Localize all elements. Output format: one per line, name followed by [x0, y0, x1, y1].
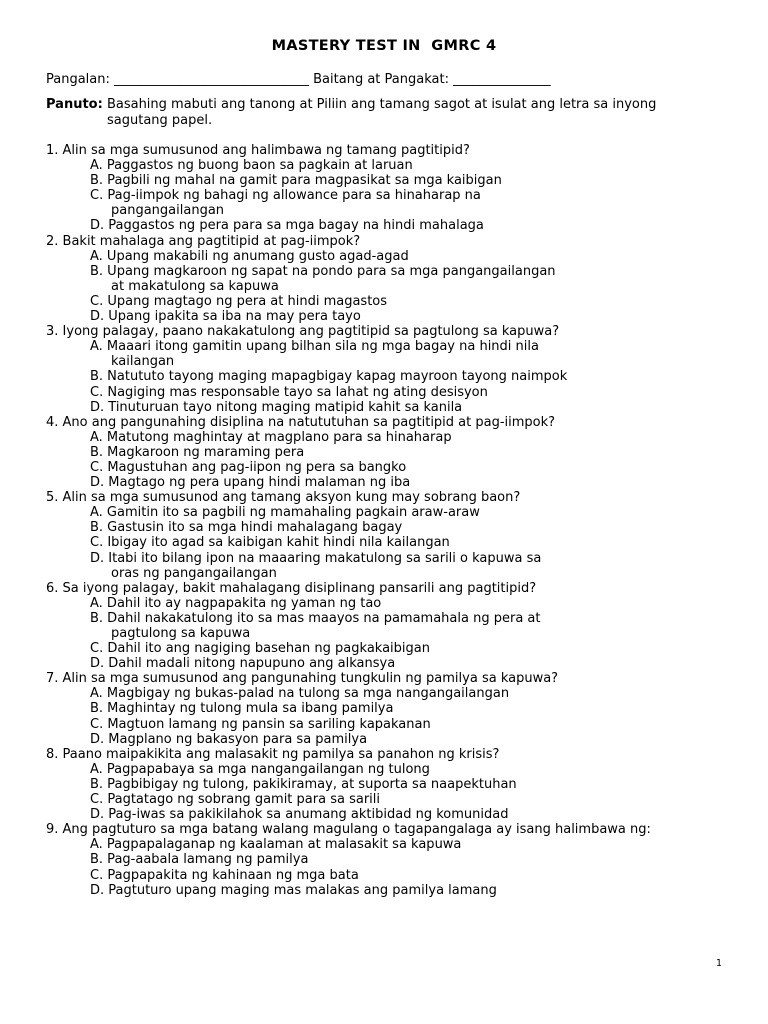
answer-option-text: D. Pag-iwas sa pakikilahok sa anumang aktibidad ng komunidad [90, 807, 509, 823]
answer-option-text: A. Paggastos ng buong baon sa pagkain at laruan [90, 158, 413, 174]
answer-option [46, 641, 736, 656]
answer-option-continuation: kailangan [111, 354, 175, 370]
answer-option [46, 792, 736, 807]
question-item [46, 143, 736, 234]
answer-option-text: A. Pagpapalaganap ng kaalaman at malasakit sa kapuwa [90, 837, 462, 853]
question-text: 2. Bakit mahalaga ang pagtitipid at pag-iimpok? [46, 233, 361, 249]
answer-option-text: B. Pagbili ng mahal na gamit para magpasikat sa mga kaibigan [90, 173, 502, 189]
directions-text-line2: sagutang papel. [107, 113, 213, 128]
answer-option [46, 158, 736, 173]
answer-option [46, 475, 736, 490]
answer-option [46, 807, 736, 822]
answer-option [46, 218, 736, 233]
answer-option-text: D. Pagtuturo upang maging mas malakas ang pamilya lamang [90, 882, 497, 898]
answer-option [46, 656, 736, 671]
answer-option-text: A. Upang makabili ng anumang gusto agad-agad [90, 248, 409, 264]
question-text: 3. Iyong palagay, paano nakakatulong ang pagtitipid sa pagtulong sa kapuwa? [46, 324, 560, 340]
answer-option-text: C. Nagiging mas responsable tayo sa lahat ng ating desisyon [90, 384, 488, 400]
answer-option [46, 868, 736, 883]
answer-option-text: D. Itabi ito bilang ipon na maaaring makatulong sa sarili o kapuwa sa [90, 550, 542, 566]
answer-option [46, 535, 736, 550]
answer-option-text: B. Maghintay ng tulong mula sa ibang pamilya [90, 701, 394, 717]
answer-option-text: B. Magkaroon ng maraming pera [90, 444, 305, 460]
answer-option [46, 883, 736, 898]
answer-option-text: A. Gamitin ito sa pagbili ng mamahaling pagkain araw-araw [90, 505, 480, 521]
answer-option-text: B. Dahil nakakatulong ito sa mas maayos na pamamahala ng pera at [90, 610, 541, 626]
answer-option [46, 173, 736, 188]
question-text: 7. Alin sa mga sumusunod ang pangunahing tungkulin ng pamilya sa kapuwa? [46, 671, 559, 687]
answer-option-text: D. Dahil madali nitong napupuno ang alkansya [90, 656, 396, 672]
question-item [46, 822, 736, 897]
answer-option-text: D. Tinuturuan tayo nitong maging matipid kahit sa kanila [90, 399, 463, 415]
answer-option-text: A. Pagpapabaya sa mga nangangailangan ng tulong [90, 761, 430, 777]
answer-option-text: C. Ibigay ito agad sa kaibigan kahit hindi nila kailangan [90, 535, 450, 551]
answer-option-continuation: at makatulong sa kapuwa [111, 278, 279, 294]
answer-option [46, 717, 736, 732]
answer-option [46, 430, 736, 445]
answer-option-text: C. Dahil ito ang nagiging basehan ng pagkakaibigan [90, 641, 430, 657]
directions-text-line1: Basahing mabuti ang tanong at Piliin ang tamang sagot at isulat ang letra sa inyong [102, 97, 657, 112]
answer-option [46, 852, 736, 867]
question-item [46, 671, 736, 746]
answer-option [46, 596, 736, 611]
answer-option [46, 339, 736, 369]
answer-option-text: C. Pagtatago ng sobrang gamit para sa sarili [90, 792, 380, 808]
question-item [46, 581, 736, 672]
question-text: 4. Ano ang pangunahing disiplina na natututuhan sa pagtitipid at pag-iimpok? [46, 414, 556, 430]
answer-option [46, 732, 736, 747]
answer-option-text: B. Natututo tayong maging mapagbigay kapag mayroon tayong naimpok [90, 369, 568, 385]
answer-option-text: B. Pag-aabala lamang ng pamilya [90, 852, 309, 868]
answer-option-text: D. Upang ipakita sa iba na may pera tayo [90, 309, 361, 325]
answer-option [46, 701, 736, 716]
question-text: 5. Alin sa mga sumusunod ang tamang aksyon kung may sobrang baon? [46, 490, 521, 506]
answer-option [46, 249, 736, 264]
answer-option [46, 264, 736, 294]
question-list [46, 143, 736, 898]
answer-option-text: C. Magustuhan ang pag-iipon ng pera sa bangko [90, 459, 407, 475]
page-number: 1 [716, 958, 723, 969]
directions-label: Panuto: [46, 97, 103, 112]
answer-option-text: C. Upang magtago ng pera at hindi magastos [90, 293, 388, 309]
answer-option-continuation: oras ng pangangailangan [111, 565, 277, 581]
answer-option-text: D. Magtago ng pera upang hindi malaman ng iba [90, 475, 411, 491]
answer-option [46, 686, 736, 701]
answer-option-continuation: pagtulong sa kapuwa [111, 626, 251, 641]
answer-option [46, 505, 736, 520]
answer-option [46, 762, 736, 777]
question-text: 8. Paano maipakikita ang malasakit ng pamilya sa panahon ng krisis? [46, 746, 500, 762]
answer-option [46, 551, 736, 581]
question-item [46, 747, 736, 822]
answer-option [46, 777, 736, 792]
answer-option-text: C. Magtuon lamang ng pansin sa sariling kapakanan [90, 716, 431, 732]
answer-option-text: A. Magbigay ng bukas-palad na tulong sa mga nangangailangan [90, 686, 510, 702]
question-item [46, 234, 736, 325]
question-item [46, 324, 736, 415]
answer-option-text: C. Pag-iimpok ng bahagi ng allowance para sa hinaharap na [90, 188, 481, 204]
answer-option [46, 309, 736, 324]
answer-option-text: C. Pagpapakita ng kahinaan ng mga bata [90, 867, 359, 883]
answer-option-text: B. Upang magkaroon ng sapat na pondo para sa mga pangangailangan [90, 263, 556, 279]
answer-option-text: B. Gastusin ito sa mga hindi mahalagang bagay [90, 520, 403, 536]
answer-option-text: B. Pagbibigay ng tulong, pakikiramay, at suporta sa naapektuhan [90, 776, 517, 792]
answer-option [46, 188, 736, 218]
answer-option-text: A. Maaari itong gamitin upang bilhan sila ng mga bagay na hindi nila [90, 339, 539, 355]
question-text: 1. Alin sa mga sumusunod ang halimbawa ng tamang pagtitipid? [46, 143, 470, 158]
question-item [46, 490, 736, 581]
answer-option [46, 385, 736, 400]
answer-option [46, 837, 736, 852]
answer-option [46, 400, 736, 415]
answer-option [46, 294, 736, 309]
answer-option-text: A. Dahil ito ay nagpapakita ng yaman ng tao [90, 595, 382, 611]
answer-option [46, 460, 736, 475]
question-item [46, 415, 736, 490]
answer-option [46, 369, 736, 384]
page-title: MASTERY TEST IN GMRC 4 [271, 38, 497, 54]
answer-option [46, 520, 736, 535]
name-and-section-line: Pangalan: ______________________________ Baitang at Pangakat: _______________ [46, 72, 551, 87]
answer-option-text: A. Matutong maghintay at magplano para sa hinaharap [90, 429, 452, 445]
answer-option-text: D. Paggastos ng pera para sa mga bagay na hindi mahalaga [90, 218, 484, 234]
answer-option-continuation: pangangailangan [111, 203, 225, 219]
directions [46, 97, 706, 129]
answer-option [46, 611, 736, 641]
answer-option [46, 445, 736, 460]
answer-option-text: D. Magplano ng bakasyon para sa pamilya [90, 731, 368, 747]
question-text: 9. Ang pagtuturo sa mga batang walang magulang o tagapangalaga ay isang halimbawa ng: [46, 822, 651, 838]
question-text: 6. Sa iyong palagay, bakit mahalagang disiplinang pansarili ang pagtitipid? [46, 580, 537, 596]
